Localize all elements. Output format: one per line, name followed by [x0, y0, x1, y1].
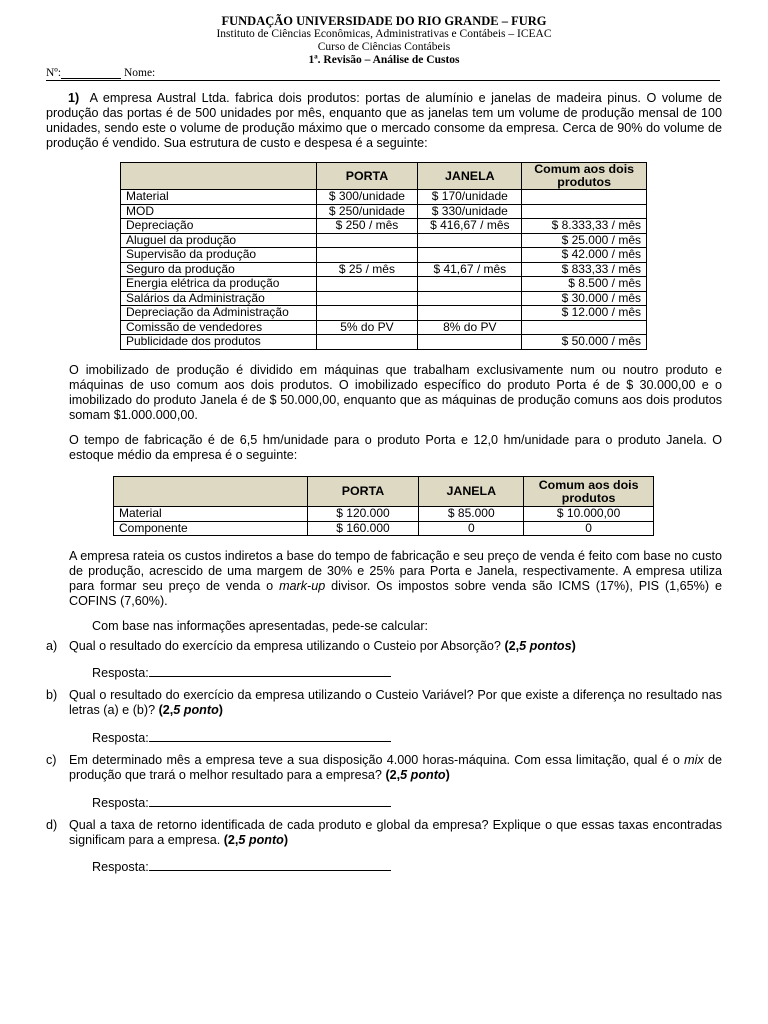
average-stock-table — [113, 476, 654, 536]
header-cell: PORTA — [307, 477, 419, 507]
header-cell — [121, 163, 317, 190]
header-cell: PORTA — [316, 163, 418, 190]
table-cell: $ 85.000 — [419, 507, 524, 522]
table-row — [121, 306, 647, 321]
table-cell — [522, 190, 647, 205]
header-cell: Comum aos dois produtos — [522, 163, 647, 190]
row-label-cell: Supervisão da produção — [121, 248, 317, 263]
question-points: (2,5 pontos) — [504, 639, 576, 653]
question-points: (2,5 ponto) — [158, 703, 223, 717]
table-cell — [418, 335, 522, 350]
answer-label: Resposta: — [92, 731, 149, 745]
row-label-cell: Depreciação — [121, 219, 317, 234]
question-1-text: A empresa Austral Ltda. fabrica dois produtos: portas de alumínio e janelas de madeira pinus. O volume de produção das portas é de 500 unidades por mês, enquanto que as janelas tem um volume de produção mensal de 100 unidades, sendo este o volume de produção máximo que o mercado consome da empresa. Cerca de 90% do volume de produção é vendido. Sua estrutura de custo e despesa é a seguinte: — [46, 91, 722, 150]
table-cell — [316, 306, 418, 321]
table-row — [121, 204, 647, 219]
header-cell: Comum aos dois produtos — [524, 477, 654, 507]
number-label: Nº: — [46, 67, 62, 79]
table-cell: $ 170/unidade — [418, 190, 522, 205]
table-cell: $ 10.000,00 — [524, 507, 654, 522]
table-cell: $ 833,33 / mês — [522, 262, 647, 277]
answer-line[interactable] — [92, 664, 391, 681]
institution-name: FUNDAÇÃO UNIVERSIDADE DO RIO GRANDE – FURG — [221, 14, 547, 28]
table-row — [121, 233, 647, 248]
answer-line[interactable] — [92, 729, 391, 746]
table-cell: $ 25 / mês — [316, 262, 418, 277]
question-text: Qual o resultado do exercício da empresa utilizando o Custeio por Absorção? — [69, 639, 505, 653]
question-label: c) — [46, 753, 57, 767]
answer-blank[interactable] — [149, 794, 391, 807]
question-text-end: de produção que trará o melhor resultado para a empresa? — [69, 753, 722, 782]
table-cell: $ 416,67 / mês — [418, 219, 522, 234]
calculation-prompt: Com base nas informações apresentadas, pede-se calcular: — [92, 619, 429, 633]
table-cell: $ 42.000 / mês — [522, 248, 647, 263]
row-label-cell: Componente — [114, 521, 308, 536]
question-points: (2,5 ponto) — [223, 833, 289, 847]
table-cell: $ 8.333,33 / mês — [522, 219, 647, 234]
question-a — [46, 639, 722, 654]
table-cell: 0 — [524, 521, 654, 536]
row-label-cell: Material — [121, 190, 317, 205]
table-cell: $ 12.000 / mês — [522, 306, 647, 321]
question-text: Qual o resultado do exercício da empresa utilizando o Custeio Variável? Por que existe a diferença no resultado nas letras (a) e (b)? — [69, 688, 722, 717]
number-field[interactable] — [61, 67, 121, 79]
answer-label: Resposta: — [92, 666, 149, 680]
table-cell: $ 250/unidade — [316, 204, 418, 219]
row-label-cell: Material — [114, 507, 308, 522]
allocation-text: A empresa rateia os custos indiretos a base do tempo de fabricação e seu preço de venda é feito com base no custo de produção, acrescido de uma margem de 30% e 25% para Porta e Janela, respectivamente. A empresa utiliza para formar seu preço de venda o — [69, 549, 722, 593]
question-label: a) — [46, 639, 58, 653]
answer-line[interactable] — [92, 794, 391, 811]
header-cell: JANELA — [419, 477, 524, 507]
table-cell — [316, 335, 418, 350]
table-cell: $ 30.000 / mês — [522, 291, 647, 306]
table-cell: $ 120.000 — [307, 507, 419, 522]
table-row — [114, 507, 654, 522]
question-points: (2,5 ponto) — [385, 768, 450, 782]
answer-blank[interactable] — [149, 664, 391, 677]
table-cell: $ 160.000 — [307, 521, 419, 536]
table-header-row — [114, 477, 654, 507]
table-cell: $ 25.000 / mês — [522, 233, 647, 248]
table-row — [121, 335, 647, 350]
name-label: Nome: — [123, 67, 156, 79]
table-cell — [418, 306, 522, 321]
answer-blank[interactable] — [149, 858, 391, 871]
table-cell: $ 41,67 / mês — [418, 262, 522, 277]
table-cell — [316, 291, 418, 306]
answer-label: Resposta: — [92, 796, 149, 810]
header-cell: JANELA — [418, 163, 522, 190]
table-cell — [418, 233, 522, 248]
course-name: Curso de Ciências Contábeis — [317, 41, 451, 53]
document-title: 1ª. Revisão – Análise de Custos — [308, 54, 460, 66]
table-cell — [316, 233, 418, 248]
table-cell: 5% do PV — [316, 320, 418, 335]
institute-name: Instituto de Ciências Econômicas, Administrativas e Contábeis – ICEAC — [216, 28, 552, 40]
question-text: Em determinado mês a empresa teve a sua disposição 4.000 horas-máquina. Com essa limitação, qual é o — [69, 753, 685, 767]
row-label-cell: Salários da Administração — [121, 291, 317, 306]
table-cell — [418, 277, 522, 292]
row-label-cell: Seguro da produção — [121, 262, 317, 277]
question-1-number: 1) — [68, 91, 80, 105]
row-label-cell: MOD — [121, 204, 317, 219]
table-row — [121, 291, 647, 306]
table-cell: $ 330/unidade — [418, 204, 522, 219]
question-text: Qual a taxa de retorno identificada de cada produto e global da empresa? Explique o que essas taxas encontradas significam para a empresa. — [69, 818, 722, 847]
table-row — [121, 219, 647, 234]
answer-line[interactable] — [92, 858, 391, 875]
table-row — [121, 277, 647, 292]
table-cell: 0 — [419, 521, 524, 536]
document-header — [0, 15, 768, 67]
answer-label: Resposta: — [92, 860, 149, 874]
question-b — [46, 688, 722, 718]
question-italic-term: mix — [684, 753, 704, 767]
table-row — [121, 320, 647, 335]
question-c — [46, 753, 722, 783]
allocation-text-end: divisor. Os impostos sobre venda são ICMS (17%), PIS (1,65%) e COFINS (7,60%). — [69, 579, 722, 608]
markup-term: mark-up — [279, 579, 326, 593]
immobilized-paragraph: O imobilizado de produção é dividido em máquinas que trabalham exclusivamente num ou noutro produto e máquinas de uso comum aos dois produtos. O imobilizado específico do produto Porta é de $ 30.000,00 e o imobilizado do produto Janela é de $ 50.000,00, enquanto que as máquinas de produção comuns aos dois produtos somam $1.000.000,00. — [69, 363, 722, 422]
cost-structure-table — [120, 162, 647, 350]
table-cell — [418, 291, 522, 306]
table-row — [121, 248, 647, 263]
table-cell — [522, 204, 647, 219]
table-cell — [522, 320, 647, 335]
row-label-cell: Aluguel da produção — [121, 233, 317, 248]
table-row — [121, 262, 647, 277]
allocation-paragraph — [69, 549, 722, 609]
question-d — [46, 818, 722, 848]
table-cell — [316, 277, 418, 292]
answer-blank[interactable] — [149, 729, 391, 742]
time-paragraph: O tempo de fabricação é de 6,5 hm/unidade para o produto Porta e 12,0 hm/unidade para o produto Janela. O estoque médio da empresa é o seguinte: — [69, 433, 722, 462]
question-1-intro — [46, 91, 722, 151]
row-label-cell: Depreciação da Administração — [121, 306, 317, 321]
table-cell — [316, 248, 418, 263]
table-cell: $ 8.500 / mês — [522, 277, 647, 292]
row-label-cell: Comissão de vendedores — [121, 320, 317, 335]
question-label: b) — [46, 688, 58, 702]
table-row — [121, 190, 647, 205]
table-cell — [418, 248, 522, 263]
question-label: d) — [46, 818, 58, 832]
table-header-row — [121, 163, 647, 190]
table-cell: $ 250 / mês — [316, 219, 418, 234]
table-row — [114, 521, 654, 536]
header-cell — [114, 477, 308, 507]
student-info-line — [46, 67, 720, 81]
table-cell: 8% do PV — [418, 320, 522, 335]
row-label-cell: Energia elétrica da produção — [121, 277, 317, 292]
table-cell: $ 300/unidade — [316, 190, 418, 205]
row-label-cell: Publicidade dos produtos — [121, 335, 317, 350]
table-cell: $ 50.000 / mês — [522, 335, 647, 350]
